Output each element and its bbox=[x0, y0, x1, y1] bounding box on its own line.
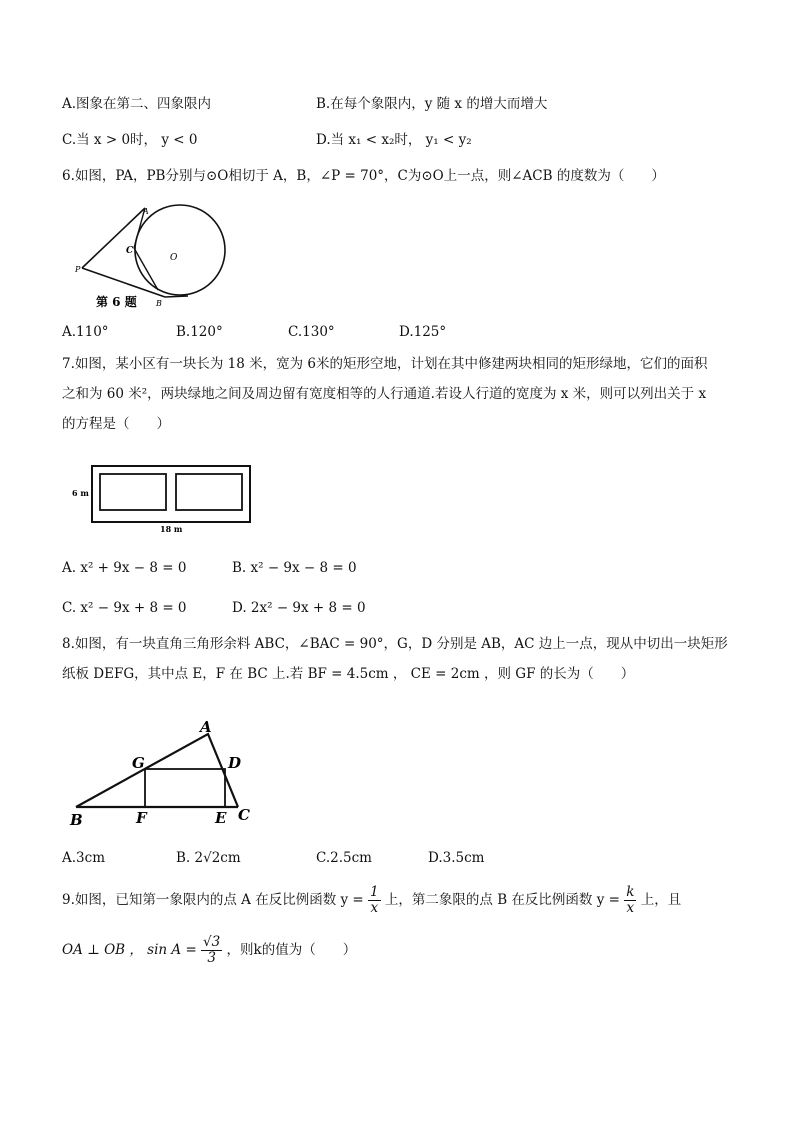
label-f: F bbox=[136, 809, 147, 827]
fraction-denominator: 3 bbox=[207, 950, 216, 966]
q9-text-part1: 9.如图，已知第一象限内的点 A 在反比例函数 y = bbox=[62, 892, 364, 908]
fraction-k-over-x bbox=[624, 885, 636, 916]
label-o: O bbox=[170, 253, 178, 263]
fraction-root3-over-3 bbox=[201, 935, 222, 966]
label-a: A bbox=[143, 207, 149, 216]
tangent-ext bbox=[165, 296, 188, 297]
q8-figure bbox=[66, 712, 276, 832]
q9-text-part4: OA ⊥ OB ， sin A = bbox=[62, 942, 197, 958]
q8-option-a: A.3cm bbox=[62, 850, 105, 866]
triangle-sides bbox=[76, 734, 238, 807]
q7-option-a: A. x² + 9x − 8 = 0 bbox=[62, 560, 187, 576]
q7-option-c: C. x² − 9x + 8 = 0 bbox=[62, 600, 187, 616]
q7-option-d: D. 2x² − 9x + 8 = 0 bbox=[232, 600, 366, 616]
q9-stem-line1 bbox=[62, 884, 681, 916]
lawn-right bbox=[176, 474, 242, 510]
q6-stem: 6.如图，PA，PB分别与⊙O相切于 A，B，∠P = 70°，C为⊙O上一点，则∠ACB 的度数为（ ） bbox=[62, 168, 665, 184]
fraction-numerator: k bbox=[626, 884, 635, 900]
q5-option-a: A.图象在第二、四象限内 bbox=[62, 96, 212, 112]
label-b: B bbox=[70, 811, 83, 829]
label-d: D bbox=[228, 754, 242, 772]
tangent-pb bbox=[82, 268, 165, 297]
label-c: C bbox=[126, 246, 134, 256]
q6-option-a: A.110° bbox=[62, 324, 109, 340]
q8-option-b: B. 2√2cm bbox=[176, 850, 241, 866]
q8-option-d: D.3.5cm bbox=[428, 850, 485, 866]
fraction-1-over-x bbox=[368, 885, 381, 916]
q6-option-d: D.125° bbox=[399, 324, 447, 340]
q8-option-c: C.2.5cm bbox=[316, 850, 372, 866]
q5-option-c: C.当 x > 0时， y < 0 bbox=[62, 132, 198, 148]
lawn-left bbox=[100, 474, 166, 510]
q9-text-part2: 上，第二象限的点 B 在反比例函数 y = bbox=[384, 892, 620, 908]
q9-text-part3: 上，且 bbox=[640, 892, 682, 908]
q6-option-b: B.120° bbox=[176, 324, 223, 340]
fraction-denominator: x bbox=[626, 900, 635, 916]
fraction-denominator: x bbox=[370, 900, 379, 916]
q7-figure bbox=[68, 460, 258, 540]
label-e: E bbox=[215, 809, 227, 827]
q6-figure bbox=[70, 198, 240, 313]
q8-stem-line2: 纸板 DEFG，其中点 E，F 在 BC 上.若 BF = 4.5cm ， CE = 2cm ，则 GF 的长为（ ） bbox=[62, 666, 635, 682]
q9-text-part5: ，则k的值为（ ） bbox=[226, 942, 357, 958]
label-p: P bbox=[75, 265, 81, 274]
circle-o bbox=[135, 205, 225, 295]
label-b: B bbox=[156, 299, 162, 308]
q7-stem-line1: 7.如图，某小区有一块长为 18 米，宽为 6米的矩形空地，计划在其中修建两块相同的矩形绿地，它们的面积 bbox=[62, 356, 708, 372]
q8-stem-line1: 8.如图，有一块直角三角形余料 ABC，∠BAC = 90°，G，D 分别是 AB，AC 边上一点，现从中切出一块矩形 bbox=[62, 636, 728, 652]
q9-stem-line2 bbox=[62, 934, 356, 966]
q5-option-d: D.当 x₁ < x₂时， y₁ < y₂ bbox=[316, 132, 472, 148]
q7-stem-line3: 的方程是（ ） bbox=[62, 416, 170, 432]
figure-caption: 第 6 题 bbox=[96, 295, 137, 309]
fraction-numerator: 1 bbox=[370, 884, 379, 900]
width-label: 6 m bbox=[72, 488, 89, 498]
fraction-numerator: √3 bbox=[203, 934, 221, 950]
label-g: G bbox=[132, 754, 145, 772]
chord-cb bbox=[134, 248, 158, 290]
q7-option-b: B. x² − 9x − 8 = 0 bbox=[232, 560, 357, 576]
q6-option-c: C.130° bbox=[288, 324, 335, 340]
label-a: A bbox=[200, 718, 212, 736]
q7-stem-line2: 之和为 60 米²，两块绿地之间及周边留有宽度相等的人行通道.若设人行道的宽度为 x 米，则可以列出关于 x bbox=[62, 386, 707, 402]
rectangle-defg bbox=[145, 769, 225, 807]
label-c: C bbox=[238, 806, 250, 824]
q5-option-b: B.在每个象限内，y 随 x 的增大而增大 bbox=[316, 96, 548, 112]
length-label: 18 m bbox=[160, 524, 183, 534]
